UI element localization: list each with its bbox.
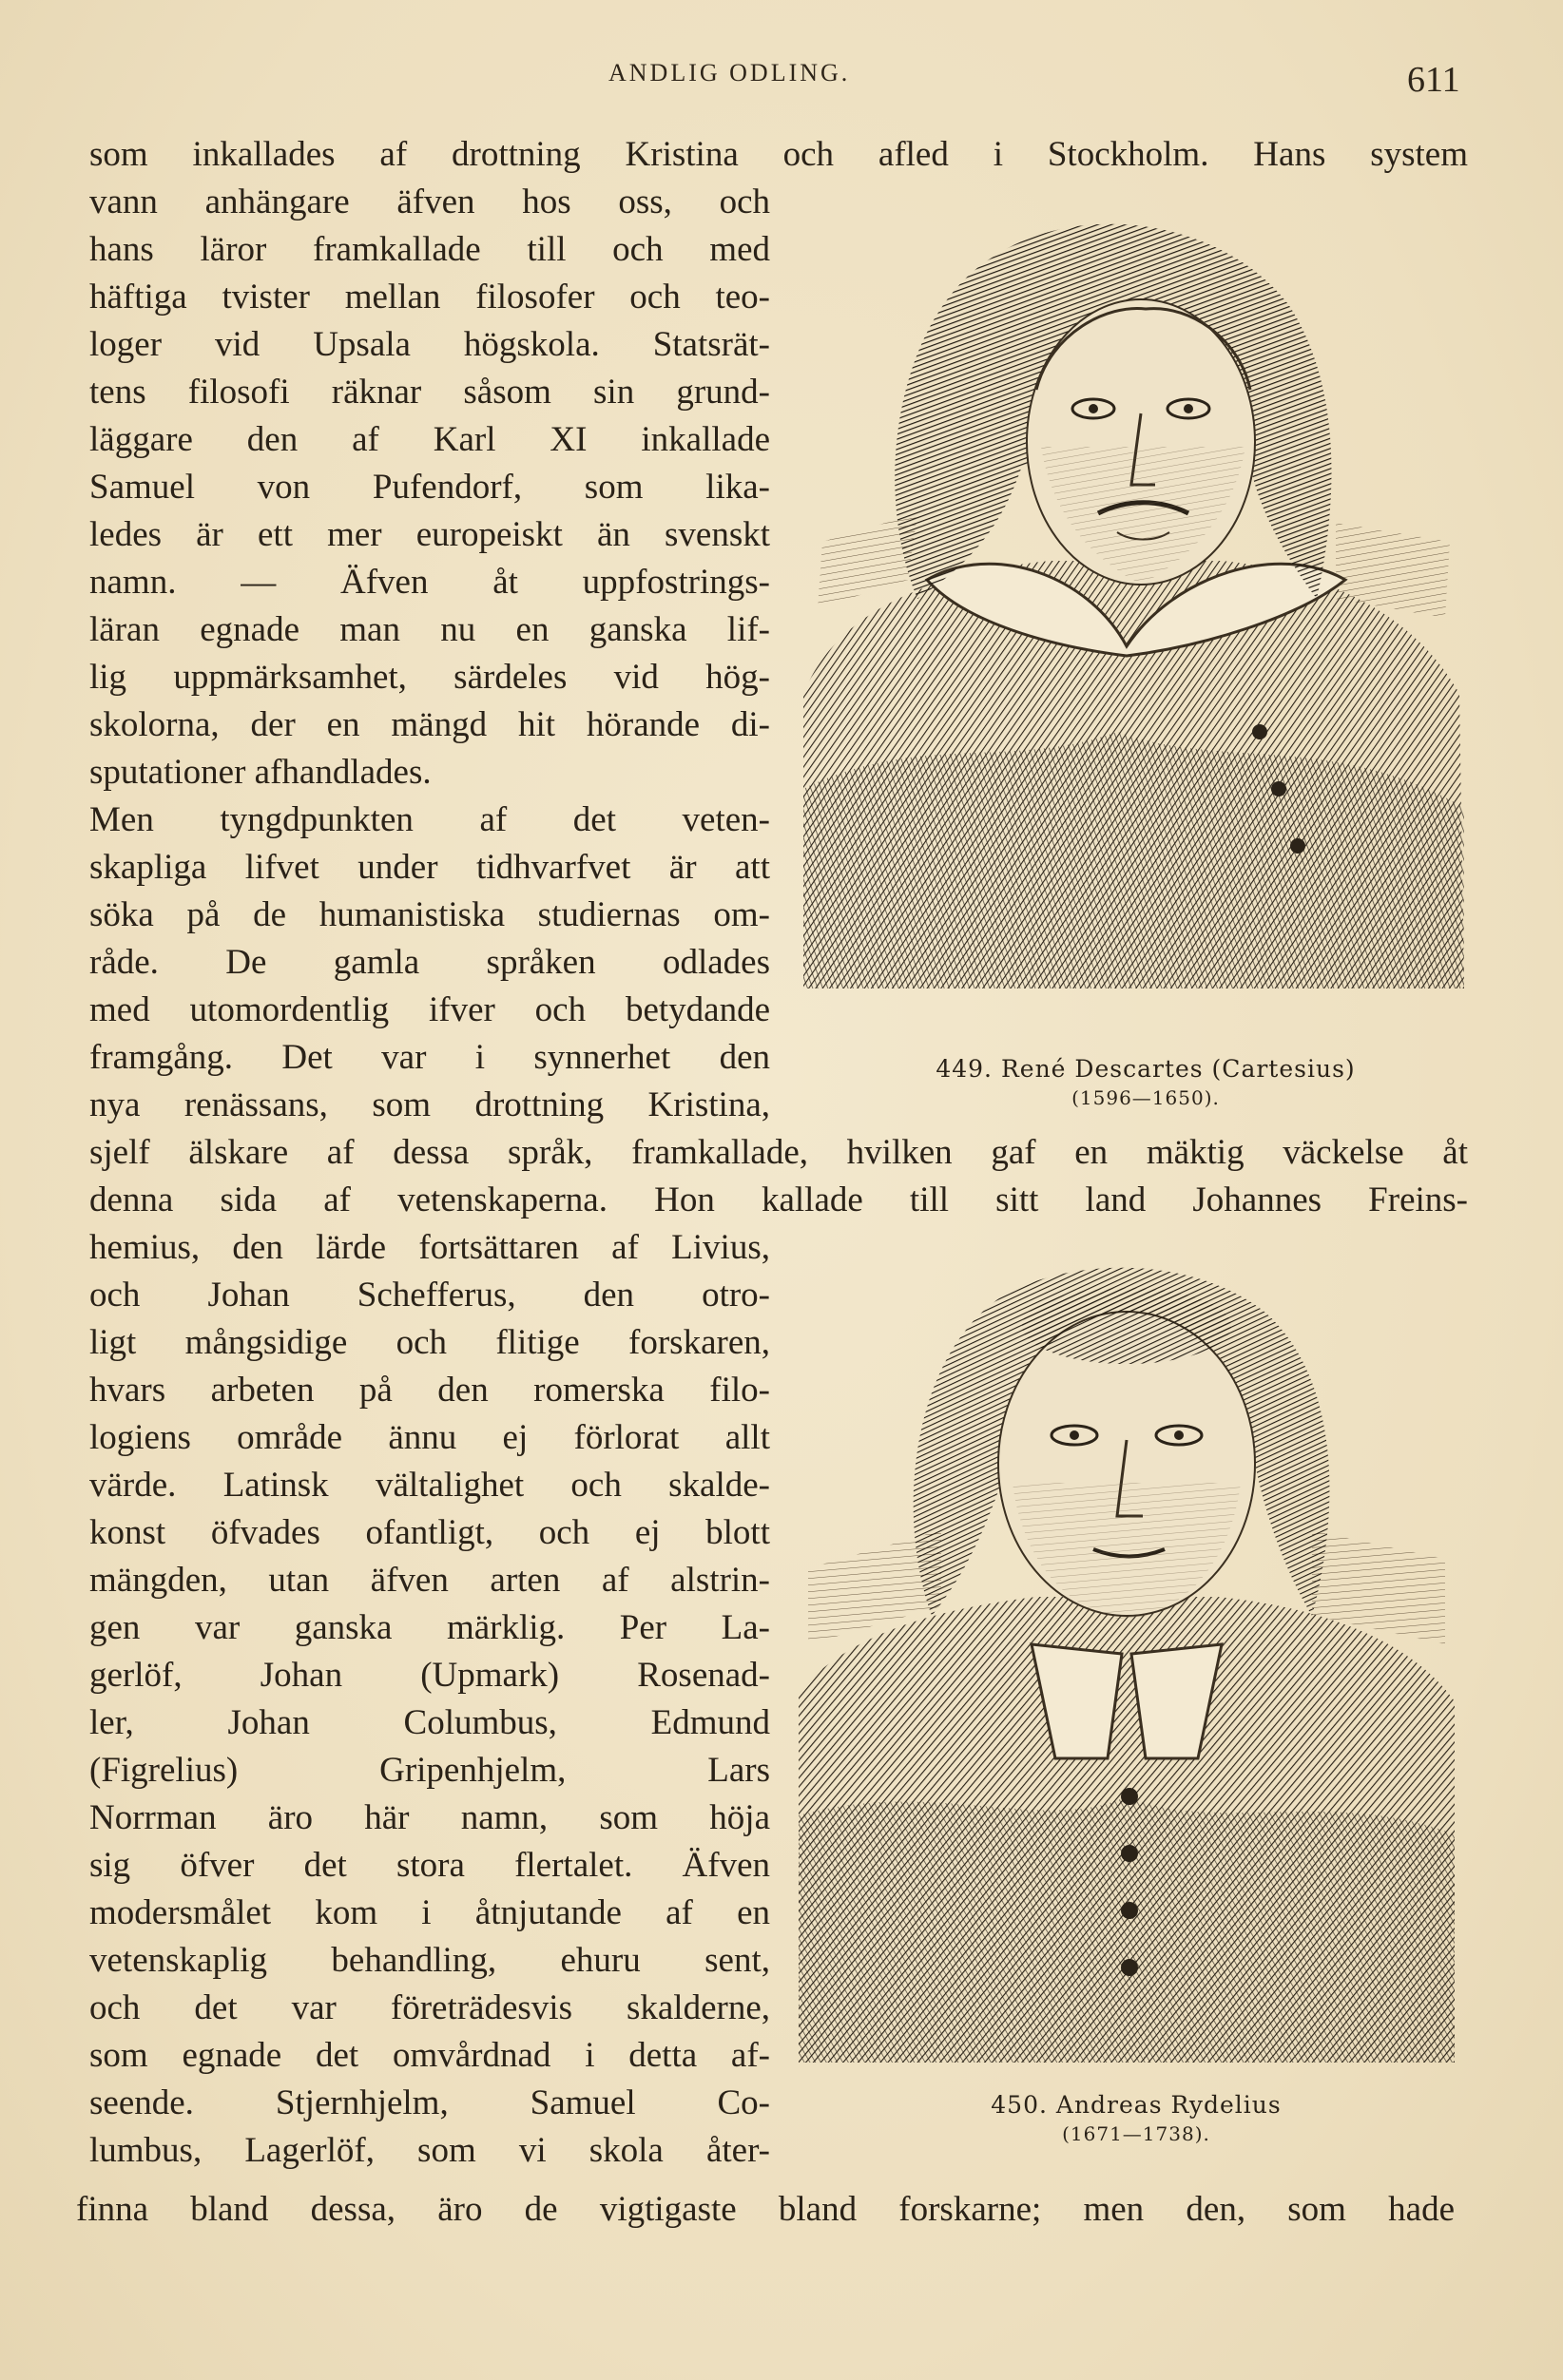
text-line: sjelf älskare af dessa språk, framkallade, hvilken gaf en mäktig väckelse åt <box>89 1133 1468 1172</box>
text-line: denna sida af vetenskaperna. Hon kallade till sitt land Johannes Freins- <box>89 1180 1468 1219</box>
text-line: som egnade det omvårdnad i detta af- <box>89 2036 770 2075</box>
caption-dates: (1596—1650). <box>1071 1086 1220 1109</box>
text-line: söka på de humanistiska studiernas om- <box>89 895 770 934</box>
full-width-middle <box>89 1129 1468 1224</box>
text-line: tens filosofi räknar såsom sin grund- <box>89 373 770 412</box>
text-line: hans läror framkallade till och med <box>89 230 770 269</box>
engraving-rydelius <box>799 1245 1455 2082</box>
caption-title: 449. René Descartes (Cartesius) <box>936 1055 1356 1083</box>
engraving-descartes <box>803 200 1464 1036</box>
left-column-lower <box>89 1224 770 2175</box>
text-line: sputationer afhandlades. <box>89 753 432 792</box>
text-line: skolorna, der en mängd hit hörande di- <box>89 705 770 744</box>
text-line: läran egnade man nu en ganska lif- <box>89 610 770 649</box>
text-line: Men tyngdpunkten af det veten- <box>89 800 770 839</box>
text-line: och det var företrädesvis skalderne, <box>89 1988 770 2027</box>
text-line: modersmålet kom i åtnjutande af en <box>89 1893 770 1932</box>
portrait-descartes <box>803 200 1464 1036</box>
caption-title: 450. Andreas Rydelius <box>991 2091 1282 2119</box>
text-line: vetenskaplig behandling, ehuru sent, <box>89 1941 770 1980</box>
text-line: värde. Latinsk vältalighet och skalde- <box>89 1466 770 1505</box>
text-line: med utomordentlig ifver och betydande <box>89 990 770 1029</box>
text-line: framgång. Det var i synnerhet den <box>89 1038 770 1077</box>
text-line: vann anhängare äfven hos oss, och <box>89 182 770 221</box>
text-line: finna bland dessa, äro de vigtigaste bland forskarne; men den, som hade <box>76 2190 1455 2229</box>
figure-450-caption <box>808 2091 1464 2145</box>
text-line: råde. De gamla språken odlades <box>89 943 770 982</box>
text-line: seende. Stjernhjelm, Samuel Co- <box>89 2083 770 2122</box>
text-line: läggare den af Karl XI inkallade <box>89 420 770 459</box>
text-line: ler, Johan Columbus, Edmund <box>89 1703 770 1742</box>
full-width-top <box>89 131 1468 179</box>
text-line: konst öfvades ofantligt, och ej blott <box>89 1513 770 1552</box>
text-line: Samuel von Pufendorf, som lika- <box>89 468 770 507</box>
text-line: ledes är ett mer europeiskt än svenskt <box>89 515 770 554</box>
full-width-bottom <box>76 2186 1455 2234</box>
figure-449-caption <box>818 1055 1474 1109</box>
text-line: sig öfver det stora flertalet. Äfven <box>89 1846 770 1885</box>
text-line: hvars arbeten på den romerska filo- <box>89 1371 770 1410</box>
caption-dates: (1671—1738). <box>1062 2122 1210 2145</box>
text-line: hemius, den lärde fortsättaren af Livius, <box>89 1228 770 1267</box>
text-line: som inkallades af drottning Kristina och afled i Stockholm. Hans system <box>89 135 1468 174</box>
portrait-rydelius <box>799 1245 1455 2082</box>
text-line: gerlöf, Johan (Upmark) Rosenad- <box>89 1656 770 1695</box>
text-line: lumbus, Lagerlöf, som vi skola åter- <box>89 2131 770 2170</box>
text-line: gen var ganska märklig. Per La- <box>89 1608 770 1647</box>
page-number: 611 <box>1407 60 1460 100</box>
text-line: mängden, utan äfven arten af alstrin- <box>89 1561 770 1600</box>
text-line: ligt mångsidige och flitige forskaren, <box>89 1323 770 1362</box>
text-line: (Figrelius) Gripenhjelm, Lars <box>89 1751 770 1790</box>
left-column-upper <box>89 179 770 1129</box>
running-header: ANDLIG ODLING. <box>608 59 851 86</box>
text-line: och Johan Schefferus, den otro- <box>89 1276 770 1315</box>
text-line: häftiga tvister mellan filosofer och teo- <box>89 278 770 317</box>
text-line: skapliga lifvet under tidhvarfvet är att <box>89 848 770 887</box>
text-line: namn. — Äfven åt uppfostrings- <box>89 563 770 602</box>
text-line: loger vid Upsala högskola. Statsrät- <box>89 325 770 364</box>
text-line: logiens område ännu ej förlorat allt <box>89 1418 770 1457</box>
text-line: nya renässans, som drottning Kristina, <box>89 1085 770 1124</box>
text-line: Norrman äro här namn, som höja <box>89 1798 770 1837</box>
text-line: lig uppmärksamhet, särdeles vid hög- <box>89 658 770 697</box>
